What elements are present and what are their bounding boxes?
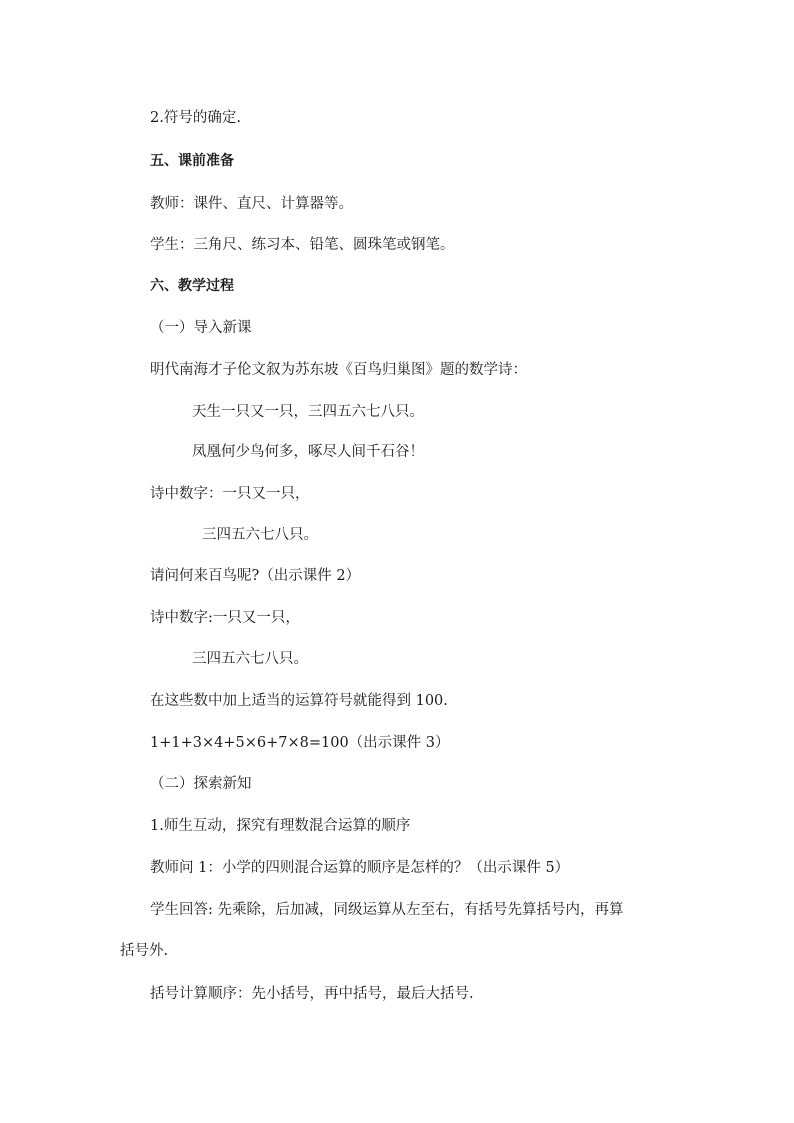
subsection-heading-explore: （二）探索新知 bbox=[150, 776, 252, 792]
text-line-student-materials: 学生：三角尺、练习本、铅笔、圆珠笔或钢笔。 bbox=[150, 237, 455, 253]
text-line-equation: 1+1+3×4+5×6+7×8=100（出示课件 3） bbox=[150, 735, 450, 751]
text-line-poem-numbers-1b: 三四五六七八只。 bbox=[202, 527, 318, 543]
text-line-bracket-order: 括号计算顺序：先小括号，再中括号，最后大括号. bbox=[150, 986, 474, 1002]
text-line-poem-numbers-2: 诗中数字:一只又一只， bbox=[150, 610, 300, 626]
text-line-teacher-materials: 教师：课件、直尺、计算器等。 bbox=[150, 196, 353, 212]
text-line-student-answer-cont: 括号外. bbox=[120, 943, 169, 959]
text-line-poem-numbers-1: 诗中数字：一只又一只， bbox=[150, 486, 310, 502]
subsection-heading-introduction: （一）导入新课 bbox=[150, 320, 252, 336]
text-line-teacher-question: 教师问 1：小学的四则混合运算的顺序是怎样的？（出示课件 5） bbox=[150, 860, 570, 876]
poem-line-2: 凤凰何少鸟何多，啄尽人间千石谷！ bbox=[192, 444, 424, 460]
poem-line-1: 天生一只又一只，三四五六七八只。 bbox=[192, 404, 424, 420]
text-line-poem-intro: 明代南海才子伦文叙为苏东坡《百鸟归巢图》题的数学诗： bbox=[150, 362, 527, 378]
text-line-poem-numbers-2b: 三四五六七八只。 bbox=[192, 651, 308, 667]
text-line-question-hundred-birds: 请问何来百鸟呢?（出示课件 2） bbox=[150, 568, 361, 584]
section-heading-teaching-process: 六、教学过程 bbox=[150, 278, 234, 294]
text-line-interaction: 1.师生互动，探究有理数混合运算的顺序 bbox=[150, 818, 411, 834]
text-line-student-answer: 学生回答: 先乘除，后加减，同级运算从左至右，有括号先算括号内，再算 bbox=[150, 902, 624, 918]
text-line-get-hundred: 在这些数中加上适当的运算符号就能得到 100. bbox=[150, 693, 448, 709]
text-line-symbol-determination: 2.符号的确定. bbox=[150, 110, 241, 126]
section-heading-preparation: 五、课前准备 bbox=[150, 153, 234, 169]
